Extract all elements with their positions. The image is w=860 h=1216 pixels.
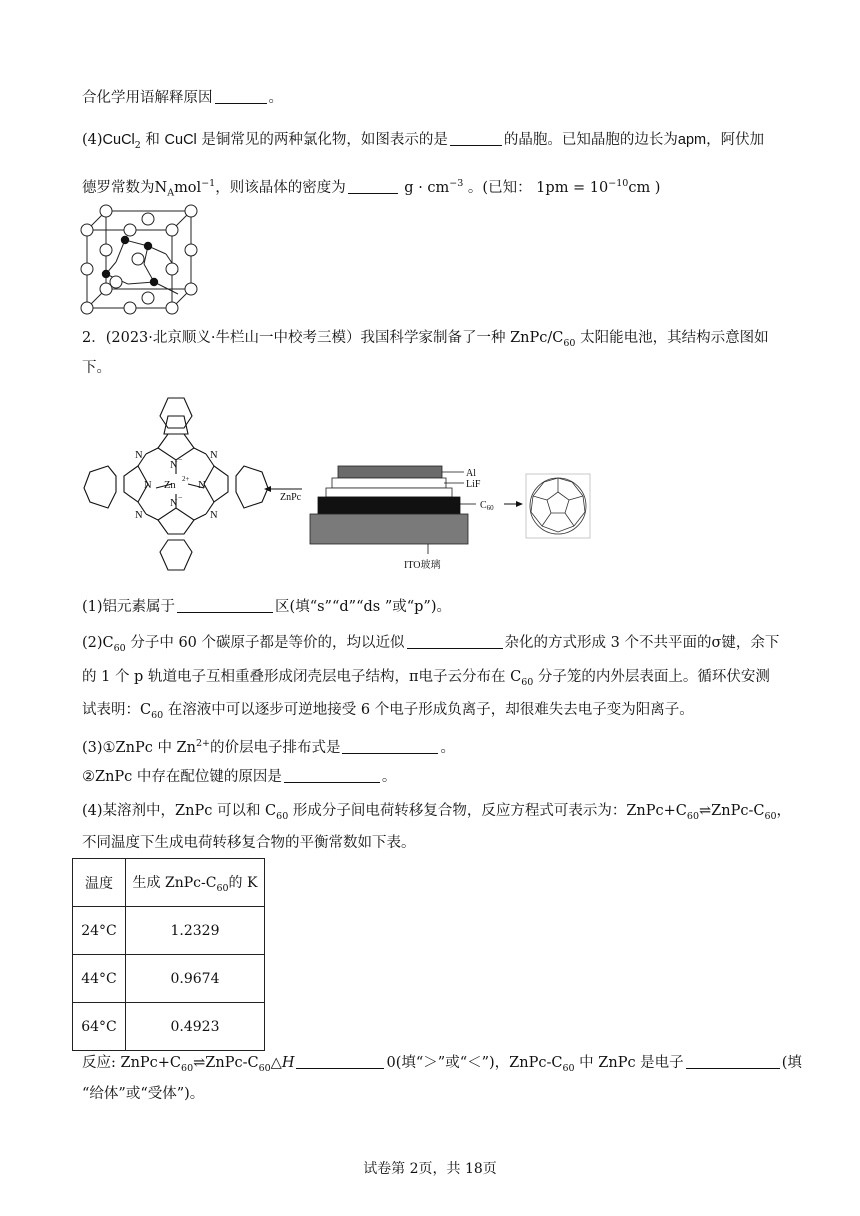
superscript: −3 — [449, 178, 464, 189]
table-cell-temp: 24°C — [73, 907, 126, 955]
subscript: 2 — [134, 139, 141, 151]
text: 太阳能电池，其结构示意图如 — [575, 330, 769, 346]
answer-blank[interactable] — [348, 178, 398, 194]
text: 的 1 个 p 轨道电子互相重叠形成闭壳层电子结构，π电子云分布在 C — [82, 669, 522, 685]
subscript: 60 — [258, 1062, 271, 1074]
text: 在溶液中可以逐步可逆地接受 6 个电子形成负离子，却很难失去电子变为阳离子。 — [163, 702, 694, 718]
sub-question-4 — [82, 801, 791, 827]
subscript: 60 — [276, 810, 289, 822]
text: ZnPc-C — [711, 803, 765, 819]
table-row — [73, 907, 265, 955]
reaction-line — [82, 1053, 802, 1079]
text: 合化学用语解释原因 — [82, 90, 213, 106]
subscript: 60 — [562, 1062, 575, 1074]
sub-question-4-cont — [82, 833, 416, 853]
text: 分子中 60 个碳原子都是等价的，均以近似 — [125, 635, 405, 651]
lif-layer — [332, 478, 446, 488]
page-footer: 试卷第 2页，共 18页 — [363, 1161, 497, 1177]
text: 分子笼的内外层表面上。循环伏安测 — [533, 669, 770, 685]
text: 中 ZnPc 是电子 — [574, 1055, 684, 1071]
minus-sign: − — [178, 455, 183, 464]
text: ，则该晶体的密度为 — [215, 179, 346, 196]
n-minus-label: N — [170, 498, 178, 509]
question-2-title — [82, 328, 769, 354]
arrow-znpc — [264, 486, 302, 503]
table-cell-temp: 64°C — [73, 1003, 126, 1051]
sub-question-2 — [82, 633, 779, 659]
table-header-cell: 温度 — [73, 859, 126, 907]
table-cell-k: 1.2329 — [126, 907, 265, 955]
answer-blank[interactable] — [215, 88, 267, 104]
text: 反应: ZnPc+C — [82, 1055, 182, 1071]
text: (4)某溶剂中，ZnPc 可以和 C — [82, 803, 277, 819]
znpc-molecule — [84, 398, 268, 570]
table-cell-k: 0.9674 — [126, 955, 265, 1003]
answer-blank[interactable] — [686, 1053, 780, 1069]
zn-charge: 2+ — [182, 475, 190, 483]
answer-blank[interactable] — [177, 597, 273, 613]
table-row — [73, 1003, 265, 1051]
formula: CuCl — [164, 132, 197, 148]
ito-label: ITO玻璃 — [404, 560, 441, 571]
n-label: N — [135, 510, 143, 521]
al-layer — [338, 466, 442, 478]
solar-cell-structure-figure — [76, 388, 596, 584]
table-cell-temp: 44°C — [73, 955, 126, 1003]
equilibrium-arrow: ⇌ — [193, 1055, 206, 1071]
formula: mol — [174, 179, 202, 196]
text: 。 — [381, 769, 397, 785]
c60-layer — [318, 497, 460, 514]
minus-sign: − — [178, 493, 183, 502]
c60-fullerene-icon — [526, 474, 590, 538]
text: 杂化的方式形成 3 个不共平面的σ键，余下 — [504, 635, 780, 651]
text: ZnPc-C — [205, 1055, 259, 1071]
text-line-q4 — [82, 130, 764, 156]
subscript: 60 — [181, 1062, 194, 1074]
question-2-title-cont — [82, 358, 111, 378]
equilibrium-constant-table — [72, 858, 265, 1051]
superscript: −10 — [608, 178, 629, 189]
text: 区(填“s”“d”“ds ”或“p”)。 — [275, 599, 452, 615]
text: 下。 — [82, 360, 111, 376]
text: (3)①ZnPc 中 Zn — [82, 739, 196, 756]
formula: N — [154, 179, 168, 196]
n-label: N — [144, 480, 152, 491]
text: (2)C — [82, 635, 114, 651]
n-label: N — [135, 450, 143, 461]
arrow-c60 — [504, 501, 523, 507]
text: 。 — [440, 739, 455, 756]
text: 不同温度下生成电荷转移复合物的平衡常数如下表。 — [82, 835, 416, 851]
zn-label: Zn — [164, 480, 176, 491]
n-minus-label: N — [170, 460, 178, 471]
subscript: 60 — [521, 676, 534, 688]
c60-label: $C_{60}$ — [480, 500, 494, 512]
text: ， — [776, 803, 792, 819]
table-header-row — [73, 859, 265, 907]
text: 形成分子间电荷转移复合物，反应方程式可表示为：ZnPc+C — [288, 803, 687, 819]
text: ②ZnPc 中存在配位键的原因是 — [82, 769, 282, 785]
text: 的价层电子排布式是 — [209, 739, 341, 756]
text: “给体”或“受体”)。 — [82, 1086, 205, 1102]
text: △ — [270, 1055, 282, 1071]
unit-cell-figure — [78, 204, 200, 316]
subscript: 60 — [563, 337, 576, 349]
text: (1)铝元素属于 — [82, 599, 176, 615]
subscript: 60 — [686, 810, 699, 822]
superscript: 2+ — [195, 738, 210, 749]
formula: CuCl — [102, 132, 135, 148]
text: 0(填“＞”或“＜”)，ZnPc-C — [386, 1055, 563, 1071]
reaction-line-cont — [82, 1084, 204, 1104]
subscript: 60 — [764, 810, 777, 822]
sub-question-3 — [82, 734, 455, 758]
n-label: N — [198, 480, 206, 491]
text: 生成 ZnPc-C — [132, 874, 217, 891]
sub-question-2-cont2 — [82, 700, 694, 726]
layer-stack — [310, 466, 468, 544]
table-header-cell — [126, 859, 265, 907]
subscript: 60 — [151, 709, 164, 721]
superscript: −1 — [201, 178, 216, 189]
text: 的 K — [228, 874, 258, 891]
lif-label: LiF — [466, 479, 481, 490]
text: 和 — [140, 132, 165, 148]
subscript: A — [167, 187, 175, 199]
n-label: N — [210, 450, 218, 461]
al-label: Al — [466, 468, 476, 479]
text: 2．(2023·北京顺义·牛栏山一中校考三模）我国科学家制备了一种 ZnPc/C — [82, 330, 564, 346]
answer-blank[interactable] — [284, 767, 380, 783]
answer-blank[interactable] — [342, 738, 438, 754]
text: cm ) — [628, 179, 661, 196]
sub-question-2-cont — [82, 667, 770, 693]
text: 的晶胞。已知晶胞的边长为 — [503, 132, 678, 148]
text: (填 — [781, 1055, 802, 1071]
text: 德罗常数为 — [82, 179, 155, 196]
sub-question-3-part2 — [82, 767, 396, 787]
table-row — [73, 955, 265, 1003]
enthalpy-symbol: H — [281, 1055, 295, 1071]
n-label: N — [210, 510, 218, 521]
text: 。 — [268, 90, 283, 106]
ito-layer — [310, 514, 468, 544]
text-line-q4-cont — [82, 174, 660, 204]
text: (4) — [82, 132, 103, 148]
table-cell-k: 0.4923 — [126, 1003, 265, 1051]
equilibrium-arrow: ⇌ — [699, 803, 712, 819]
subscript: 60 — [113, 642, 126, 654]
answer-blank[interactable] — [450, 130, 502, 146]
znpc-layer — [326, 488, 452, 497]
arrow-znpc-label: ZnPc — [280, 492, 302, 503]
answer-blank[interactable] — [407, 633, 503, 649]
formula: g · cm — [399, 179, 450, 196]
text: 。(已知： 1pm = 10 — [463, 179, 609, 196]
text: 是铜常见的两种氯化物，如图表示的是 — [196, 132, 448, 148]
text: 试表明：C — [82, 702, 152, 718]
sub-question-1 — [82, 597, 451, 617]
text: ，阿伏加 — [706, 132, 765, 148]
answer-blank[interactable] — [296, 1053, 384, 1069]
text-line-1 — [82, 88, 283, 108]
subscript: 60 — [216, 882, 229, 894]
formula: apm — [677, 132, 707, 148]
